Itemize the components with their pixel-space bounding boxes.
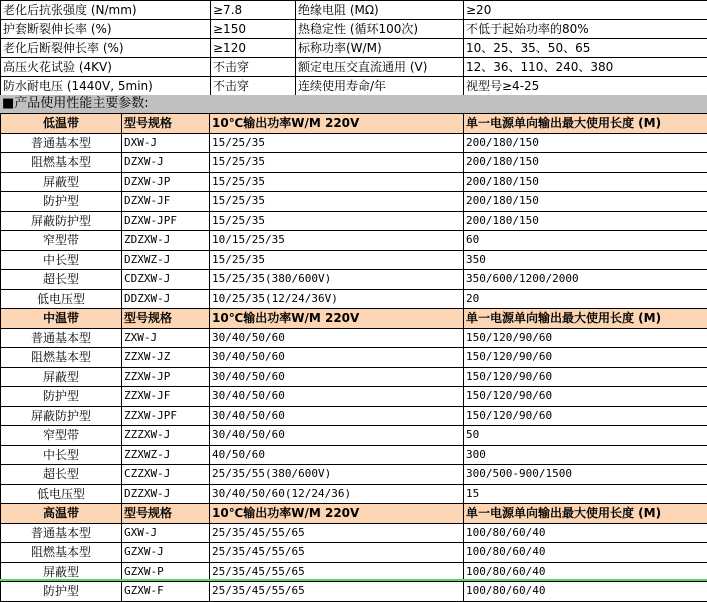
spec-cell: ≥20 [464,1,707,20]
spec-cell: ≥150 [211,20,296,39]
group-header-cell: 10℃输出功率W/M 220V [210,114,464,134]
group-header-cell: 单一电源单向输出最大使用长度 (M) [464,504,707,524]
table-cell: 屏蔽防护型 [1,211,122,231]
table-row [1,289,707,309]
table-cell: 25/35/45/55/65 [210,582,464,602]
spec-cell: 不击穿 [211,58,296,77]
table-cell: 15/25/35 [210,133,464,153]
table-cell: 超长型 [1,465,122,485]
table-row [1,582,707,602]
table-cell: 150/120/90/60 [464,328,707,348]
table-cell: 窄型带 [1,231,122,251]
table-cell: DZXWZ-J [122,250,210,270]
table-cell: GZXW-F [122,582,210,602]
table-cell: 30/40/50/60 [210,426,464,446]
spec-cell: 防水耐电压 (1440V, 5min) [1,77,211,96]
table-cell: 15/25/35 [210,172,464,192]
table-cell: 100/80/60/40 [464,562,707,582]
group-header-cell: 型号规格 [122,114,210,134]
table-cell: 100/80/60/40 [464,523,707,543]
table-cell: GXW-J [122,523,210,543]
spec-row [1,39,707,58]
table-row [1,250,707,270]
table-cell: 30/40/50/60 [210,367,464,387]
group-header-cell: 单一电源单向输出最大使用长度 (M) [464,309,707,329]
table-row [1,523,707,543]
table-cell: 屏蔽防护型 [1,406,122,426]
table-cell: 100/80/60/40 [464,582,707,602]
table-cell: DZXW-J [122,153,210,173]
table-cell: 150/120/90/60 [464,387,707,407]
group-header-cell: 单一电源单向输出最大使用长度 (M) [464,114,707,134]
group-header-cell: 高温带 [1,504,122,524]
table-cell: ZZXW-JP [122,367,210,387]
table-cell: 中长型 [1,445,122,465]
table-cell: 中长型 [1,250,122,270]
table-cell: 15/25/35 [210,153,464,173]
table-cell: CDZXW-J [122,270,210,290]
table-cell: 25/35/45/55/65 [210,523,464,543]
table-cell: CZZXW-J [122,465,210,485]
table-row [1,270,707,290]
table-cell: 超长型 [1,270,122,290]
spec-cell: 高压火花试验 (4KV) [1,58,211,77]
table-row [1,348,707,368]
table-row [1,192,707,212]
table-cell: 25/35/45/55/65 [210,562,464,582]
table-cell: 40/50/60 [210,445,464,465]
table-cell: 150/120/90/60 [464,348,707,368]
table-cell: ZZXW-JPF [122,406,210,426]
table-cell: 25/35/45/55/65 [210,543,464,563]
table-cell: 低电压型 [1,484,122,504]
group-header-cell: 中温带 [1,309,122,329]
table-cell: 200/180/150 [464,153,707,173]
table-cell: 200/180/150 [464,172,707,192]
table-row [1,406,707,426]
table-row [1,367,707,387]
table-cell: GZXW-J [122,543,210,563]
selection-border [0,579,707,581]
table-cell: 100/80/60/40 [464,543,707,563]
table-cell: 30/40/50/60 [210,406,464,426]
group-header-cell: 10℃输出功率W/M 220V [210,309,464,329]
spec-row [1,77,707,96]
table-cell: 防护型 [1,192,122,212]
table-cell: 窄型带 [1,426,122,446]
table-cell: DZXW-JF [122,192,210,212]
table-cell: 200/180/150 [464,133,707,153]
table-cell: 350/600/1200/2000 [464,270,707,290]
table-cell: 10/25/35(12/24/36V) [210,289,464,309]
table-cell: GZXW-P [122,562,210,582]
spec-table-body [1,1,707,96]
spec-cell: 不击穿 [211,77,296,96]
spec-cell: 不低于起始功率的80% [464,20,707,39]
table-cell: ZDZXW-J [122,231,210,251]
spec-row [1,1,707,20]
table-row [1,153,707,173]
spec-cell: ≥120 [211,39,296,58]
table-cell: 阻燃基本型 [1,348,122,368]
spec-table [0,0,707,96]
table-cell: DZZXW-J [122,484,210,504]
table-cell: 普通基本型 [1,328,122,348]
table-cell: ZZZXW-J [122,426,210,446]
table-cell: 350 [464,250,707,270]
table-cell: 300/500-900/1500 [464,465,707,485]
table-cell: 25/35/55(380/600V) [210,465,464,485]
spec-cell: 额定电压交直流通用 (V) [296,58,464,77]
table-cell: DXW-J [122,133,210,153]
table-cell: 低电压型 [1,289,122,309]
spec-row [1,58,707,77]
spec-cell: 热稳定性 (循环100次) [296,20,464,39]
spec-cell: 护套断裂伸长率 (%) [1,20,211,39]
group-header-row [1,114,707,134]
spec-cell: 10、25、35、50、65 [464,39,707,58]
table-cell: DZXW-JPF [122,211,210,231]
table-row [1,445,707,465]
group-header-row [1,309,707,329]
spec-cell: 视型号≥4-25 [464,77,707,96]
table-cell: 阻燃基本型 [1,153,122,173]
table-cell: 30/40/50/60 [210,328,464,348]
table-cell: 普通基本型 [1,133,122,153]
table-cell: 30/40/50/60 [210,387,464,407]
spec-cell: 连续使用寿命/年 [296,77,464,96]
spec-cell: 老化后断裂伸长率 (%) [1,39,211,58]
table-cell: 50 [464,426,707,446]
table-cell: 阻燃基本型 [1,543,122,563]
table-row [1,172,707,192]
table-cell: 30/40/50/60 [210,348,464,368]
table-cell: ZZXW-JF [122,387,210,407]
table-cell: DZXW-JP [122,172,210,192]
spec-row [1,20,707,39]
table-cell: 150/120/90/60 [464,406,707,426]
table-cell: 15/25/35 [210,192,464,212]
table-cell: 60 [464,231,707,251]
table-cell: 300 [464,445,707,465]
group-header-cell: 低温带 [1,114,122,134]
spec-cell: 老化后抗张强度 (N/mm) [1,1,211,20]
table-cell: 15/25/35(380/600V) [210,270,464,290]
table-row [1,133,707,153]
spec-cell: 标称功率(W/M) [296,39,464,58]
group-header-cell: 10℃输出功率W/M 220V [210,504,464,524]
table-cell: 15/25/35 [210,250,464,270]
table-row [1,211,707,231]
table-row [1,328,707,348]
spec-cell: ≥7.8 [211,1,296,20]
table-row [1,387,707,407]
table-cell: ZXW-J [122,328,210,348]
table-cell: 防护型 [1,387,122,407]
table-cell: 屏蔽型 [1,172,122,192]
performance-table-body [1,114,707,602]
table-cell: 防护型 [1,582,122,602]
table-cell: 屏蔽型 [1,562,122,582]
table-row [1,231,707,251]
table-row [1,465,707,485]
table-cell: 20 [464,289,707,309]
performance-table [0,113,707,602]
group-header-cell: 型号规格 [122,504,210,524]
table-cell: ZZXW-JZ [122,348,210,368]
section-heading: ■产品使用性能主要参数: [0,95,707,113]
table-cell: DDZXW-J [122,289,210,309]
table-cell: 200/180/150 [464,192,707,212]
table-cell: 15 [464,484,707,504]
table-row [1,484,707,504]
table-cell: 30/40/50/60(12/24/36) [210,484,464,504]
table-cell: 10/15/25/35 [210,231,464,251]
table-row [1,543,707,563]
table-row [1,426,707,446]
table-cell: ZZXWZ-J [122,445,210,465]
group-header-row [1,504,707,524]
spec-cell: 12、36、110、240、380 [464,58,707,77]
table-cell: 普通基本型 [1,523,122,543]
table-cell: 200/180/150 [464,211,707,231]
table-cell: 屏蔽型 [1,367,122,387]
table-cell: 150/120/90/60 [464,367,707,387]
spec-cell: 绝缘电阻 (MΩ) [296,1,464,20]
group-header-cell: 型号规格 [122,309,210,329]
table-cell: 15/25/35 [210,211,464,231]
